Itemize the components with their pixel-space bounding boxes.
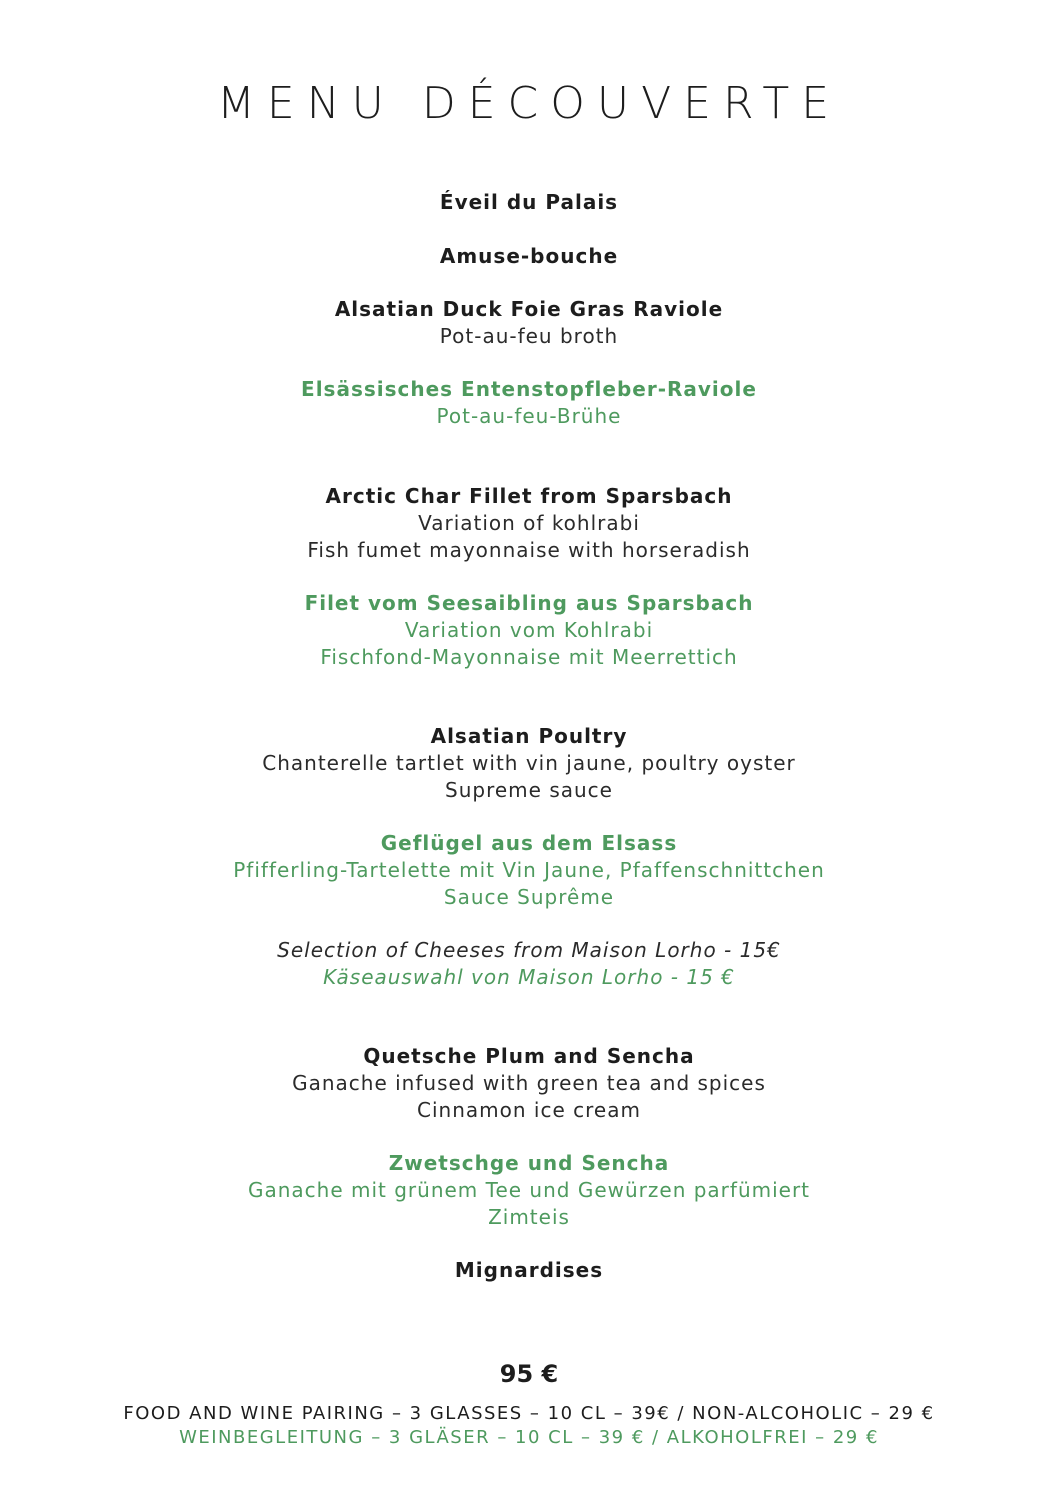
course-1-de-desc: Pot-au-feu-Brühe (436, 404, 622, 428)
course-2-de-title: Filet vom Seesaibling aus Sparsbach (304, 591, 754, 615)
course-1 (0, 296, 1058, 350)
course-amuse-title: Amuse-bouche (439, 244, 619, 268)
course-1-de (0, 376, 1058, 430)
cheese-en: Selection of Cheeses from Maison Lorho - 15€ (277, 938, 781, 962)
course-2-en-desc-2: Fish fumet mayonnaise with horseradish (307, 538, 751, 562)
course-2-en-title: Arctic Char Fillet from Sparsbach (325, 484, 733, 508)
course-4-de-desc-2: Zimteis (488, 1205, 570, 1229)
course-3-de-desc-1: Pfifferling-Tartelette mit Vin Jaune, Pfaffenschnittchen (233, 858, 825, 882)
course-3-en-desc-1: Chanterelle tartlet with vin jaune, poultry oyster (262, 751, 796, 775)
course-1-en-desc: Pot-au-feu broth (439, 324, 619, 348)
course-eveil-title: Éveil du Palais (439, 190, 619, 214)
course-4-de-desc-1: Ganache mit grünem Tee und Gewürzen parfümiert (247, 1178, 811, 1202)
course-2-de-desc-1: Variation vom Kohlrabi (404, 618, 654, 642)
course-4-en-desc-1: Ganache infused with green tea and spices (292, 1071, 766, 1095)
course-eveil (0, 189, 1058, 216)
course-2-en-desc-1: Variation of kohlrabi (418, 511, 640, 535)
course-3-de-desc-2: Sauce Suprême (443, 885, 615, 909)
course-amuse (0, 243, 1058, 270)
cheese-de: Käseauswahl von Maison Lorho - 15 € (323, 965, 735, 989)
course-4-en-desc-2: Cinnamon ice cream (417, 1098, 641, 1122)
pairing-de: WEINBEGLEITUNG – 3 GLÄSER – 10 CL – 39 € / ALKOHOLFREI – 29 € (179, 1427, 879, 1448)
course-2 (0, 483, 1058, 564)
course-3-en-desc-2: Supreme sauce (445, 778, 613, 802)
menu-title: MENU DÉCOUVERTE (216, 78, 842, 129)
cheese-option (0, 937, 1058, 991)
pairing-block (0, 1402, 1058, 1450)
course-mignardises (0, 1257, 1058, 1284)
course-2-de-desc-2: Fischfond-Mayonnaise mit Meerrettich (320, 645, 738, 669)
course-4-de-title: Zwetschge und Sencha (388, 1151, 670, 1175)
course-1-en-title: Alsatian Duck Foie Gras Raviole (334, 297, 724, 321)
price-block (0, 1359, 1058, 1389)
pairing-en: FOOD AND WINE PAIRING – 3 GLASSES – 10 CL – 39€ / NON-ALCOHOLIC – 29 € (123, 1403, 935, 1424)
course-3-en-title: Alsatian Poultry (430, 724, 628, 748)
course-3-de-title: Geflügel aus dem Elsass (380, 831, 678, 855)
course-3 (0, 723, 1058, 804)
course-4-de (0, 1150, 1058, 1231)
course-4 (0, 1043, 1058, 1124)
course-4-en-title: Quetsche Plum and Sencha (363, 1044, 695, 1068)
course-mignardises-title: Mignardises (454, 1258, 604, 1282)
menu-price: 95 € (499, 1360, 559, 1388)
course-2-de (0, 590, 1058, 671)
course-1-de-title: Elsässisches Entenstopfleber-Raviole (301, 377, 757, 401)
course-3-de (0, 830, 1058, 911)
